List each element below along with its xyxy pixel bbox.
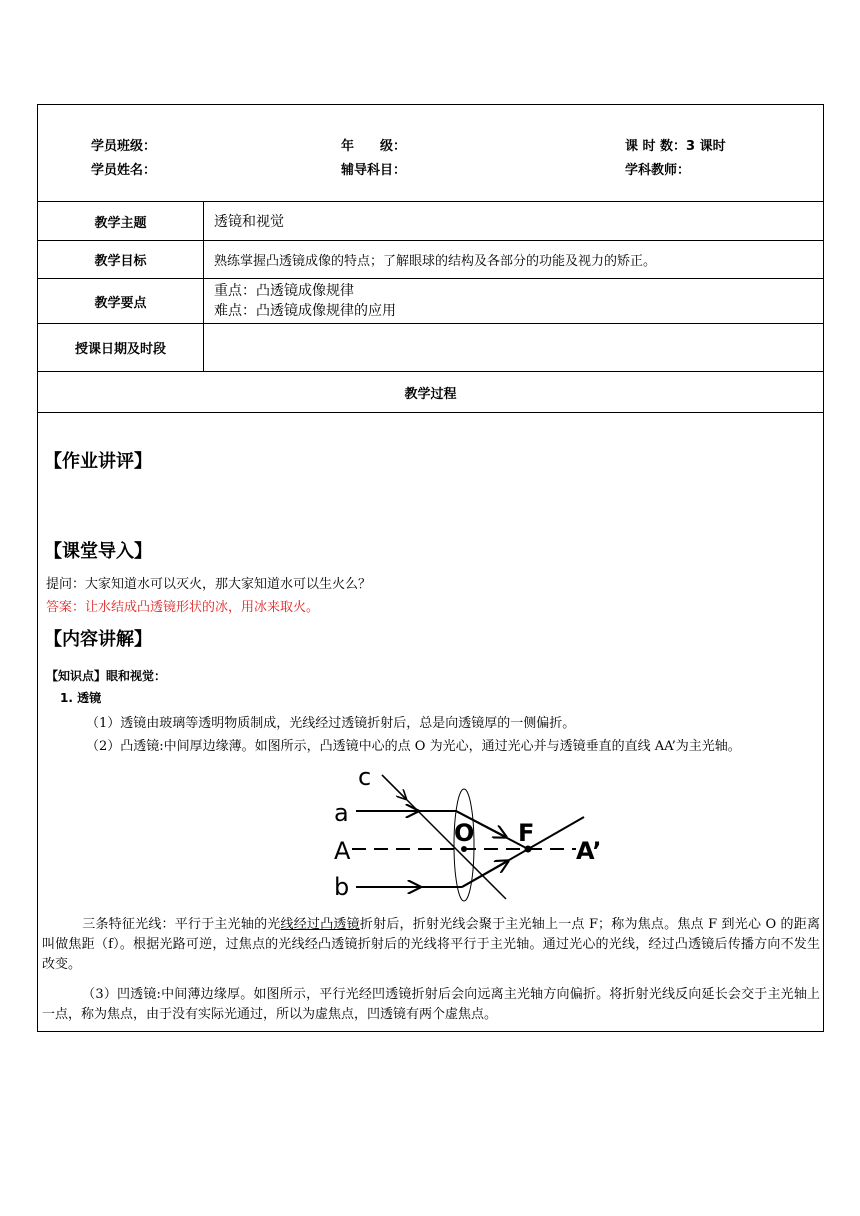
paragraph-1: （1）透镜由玻璃等透明物质制成，光线经过透镜折射后，总是向透镜厚的一侧偏折。 [86,716,576,731]
knowledge-point: 【知识点】眼和视觉： [46,669,167,683]
keypoints-value [204,279,824,324]
homework-title: 【作业讲评】 [44,451,152,472]
name-label: 学员姓名： [91,163,157,178]
keypoint-difficult: 难点：凸透镜成像规律的应用 [214,303,396,319]
paragraph-4: （3）凹透镜:中间薄边缘厚。如图所示，平行光经凹透镜折射后会向远离主光轴方向偏折。将折射光线反向延长会交于主光轴上一点，称为焦点，由于没有实际光通过，所以为虚焦点，凹透镜有两个虚焦点。 [42,987,820,1022]
answer-text: 答案：让水结成凸透镜形状的冰，用冰来取火。 [46,600,320,615]
keypoints-label: 教学要点 [38,279,204,324]
process-heading: 教学过程 [38,372,824,413]
label-A: A [334,837,351,865]
convex-lens-diagram [294,753,614,903]
question-text: 提问：大家知道水可以灭火，那大家知道水可以生火么？ [46,577,372,592]
process-content [38,413,824,1032]
grade-label: 年 级： [341,139,407,154]
keypoint-main: 重点：凸透镜成像规律 [214,283,354,299]
subject-label: 辅导科目： [341,163,407,178]
lesson-plan-page [37,104,823,1032]
date-label: 授课日期及时段 [38,324,204,372]
goal-label: 教学目标 [38,241,204,279]
paragraph-2: （2）凸透镜:中间厚边缘薄。如图所示，凸透镜中心的点 O 为光心，通过光心并与透镜垂直的直线 AA’为主光轴。 [86,739,741,754]
label-A-prime: A’ [576,837,602,865]
label-c: c [358,763,372,791]
paragraph-3: 三条特征光线：平行于主光轴的光线经过凸透镜折射后，折射光线会聚于主光轴上一点 F；称为焦点。焦点 F 到光心 O 的距离叫做焦距（f）。根据光路可逆，过焦点的光线经凸透镜折射后的光线将平行于主光轴。通过光心的光线，经过凸透镜后传播方向不发生改变。 [42,917,820,972]
label-a: a [334,799,349,827]
lesson-table [37,104,824,1032]
topic-label: 教学主题 [38,202,204,241]
class-label: 学员班级： [91,139,157,154]
item-lens-title: 1. 透镜 [60,691,102,705]
student-info-header [38,105,824,202]
label-b: b [334,873,350,901]
label-F: F [518,819,535,847]
goal-value: 熟练掌握凸透镜成像的特点；了解眼球的结构及各部分的功能及视力的矫正。 [204,241,824,279]
label-O: O [454,819,475,847]
intro-title: 【课堂导入】 [44,541,152,562]
date-value [204,324,824,372]
teacher-label: 学科教师： [625,163,691,178]
lecture-title: 【内容讲解】 [44,629,152,650]
topic-value: 透镜和视觉 [204,202,824,241]
hours-label: 课 时 数：3 课时 [625,139,726,154]
